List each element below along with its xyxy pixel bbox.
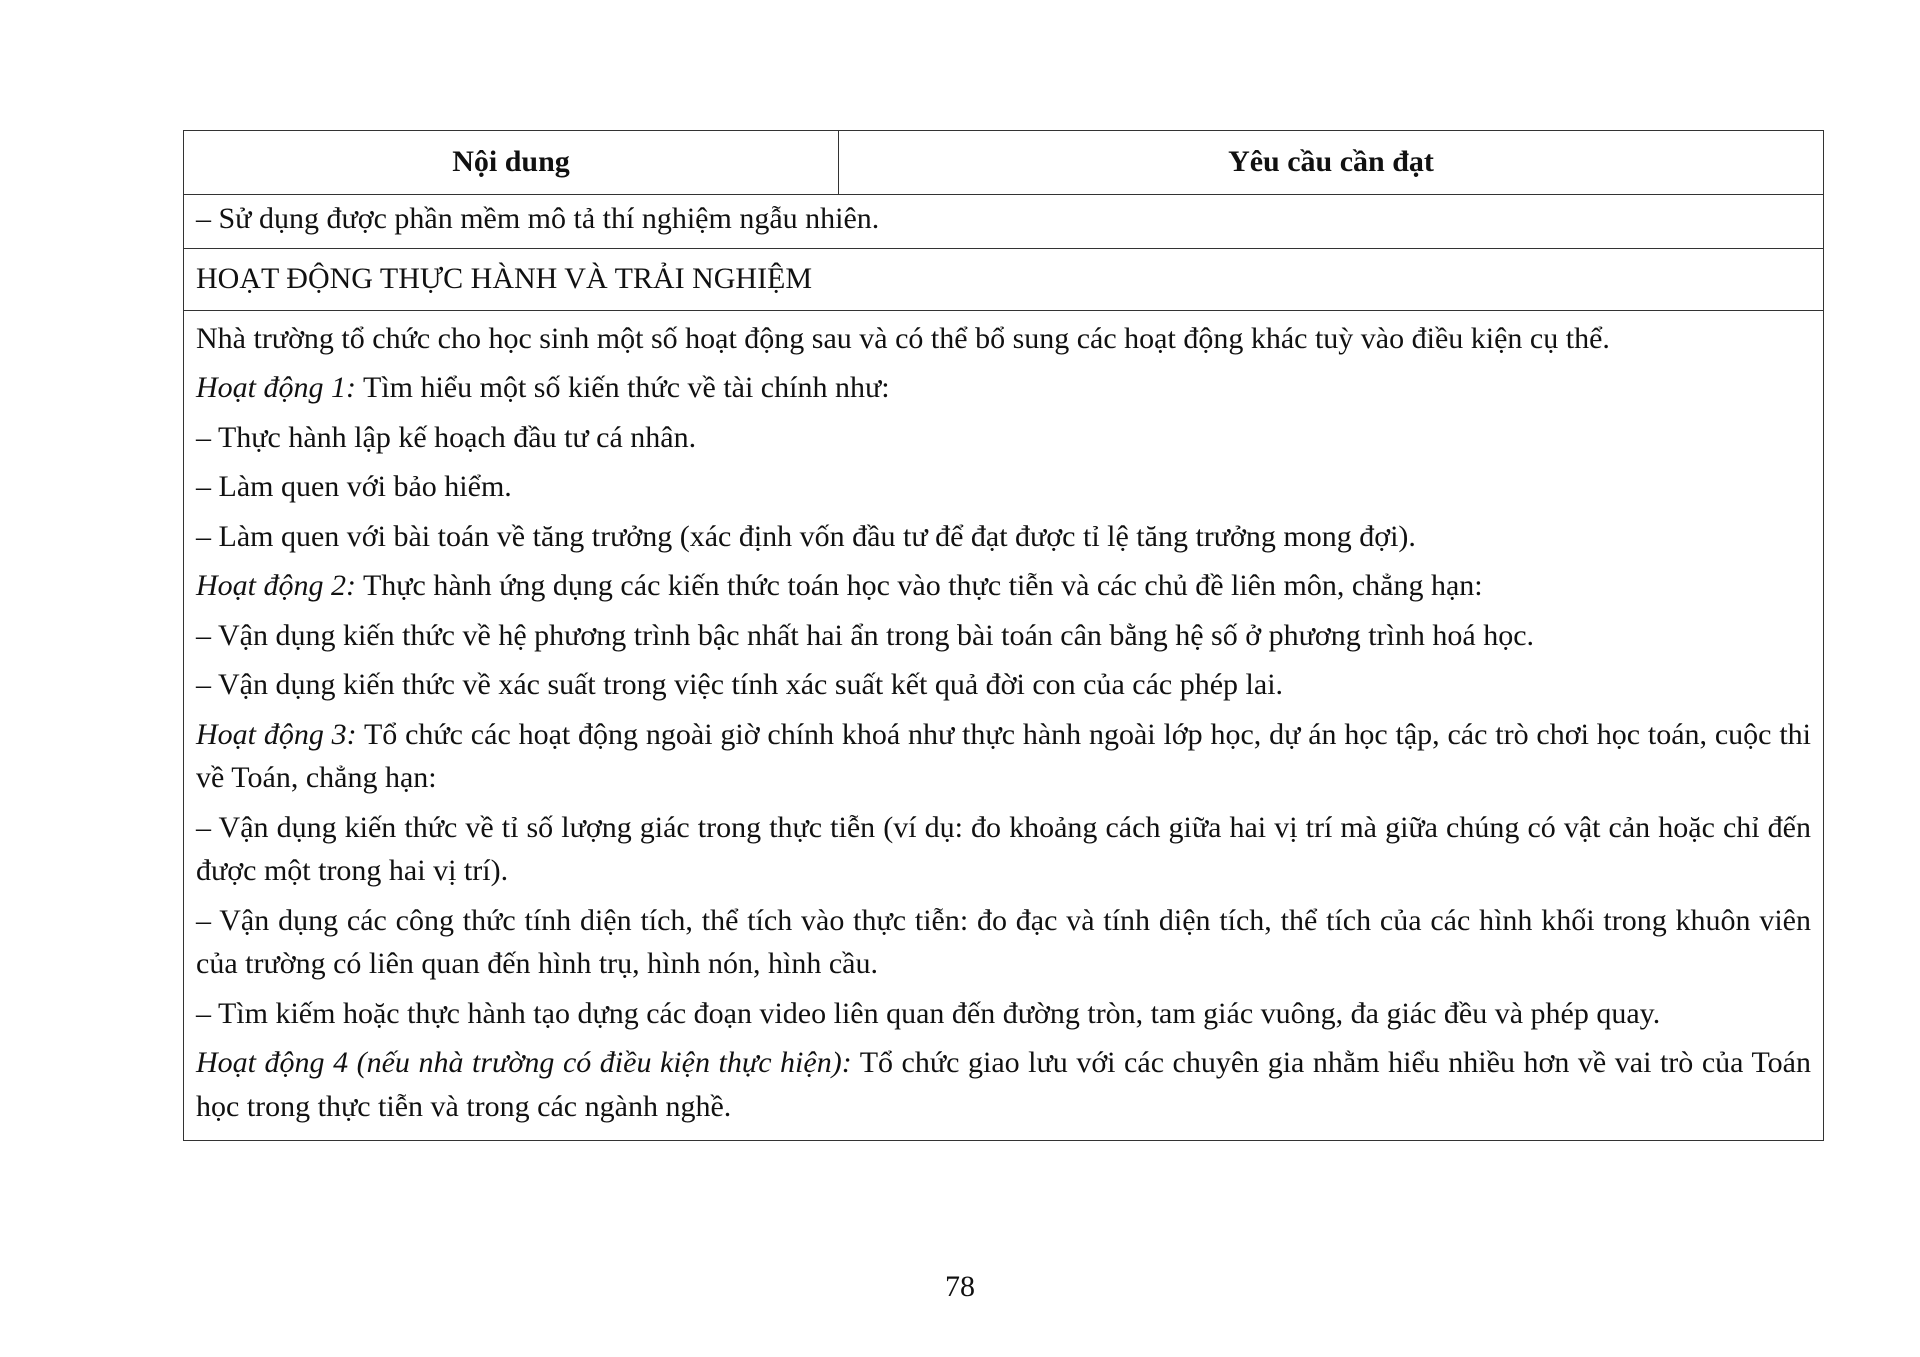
activity-label: Hoạt động 3: [196, 717, 357, 751]
paragraph [196, 663, 1811, 707]
paragraph-text: Tổ chức các hoạt động ngoài giờ chính khoá như thực hành ngoài lớp học, dự án học tập, các trò chơi học toán, cuộc thi về Toán, chẳng hạn: [196, 717, 1811, 794]
curriculum-table [183, 130, 1824, 1141]
paragraph-text: – Vận dụng các công thức tính diện tích, thể tích vào thực tiễn: đo đạc và tính diện tích, thể tích của các hình khối trong khuôn viên của trường có liên quan đến hình trụ, hình nón, hình cầu. [196, 903, 1811, 980]
continuation-row [184, 194, 1824, 249]
paragraph [196, 713, 1811, 800]
page-number: 78 [945, 1270, 975, 1303]
paragraph [196, 416, 1811, 460]
activity-label: Hoạt động 4 (nếu nhà trường có điều kiện thực hiện): [196, 1046, 852, 1079]
activities-cell [184, 310, 1824, 1141]
paragraph [196, 899, 1811, 986]
table-header-row [184, 131, 1824, 195]
paragraph-text: – Vận dụng kiến thức về hệ phương trình bậc nhất hai ẩn trong bài toán cân bằng hệ số ở phương trình hoá học. [196, 618, 1535, 652]
paragraph [196, 1041, 1811, 1128]
paragraph [196, 366, 1811, 410]
paragraph-text: Nhà trường tổ chức cho học sinh một số hoạt động sau và có thể bổ sung các hoạt động khác tuỳ vào điều kiện cụ thể. [196, 321, 1610, 355]
paragraph [196, 992, 1811, 1036]
paragraph-text: Thực hành ứng dụng các kiến thức toán học vào thực tiễn và các chủ đề liên môn, chẳng hạn: [356, 569, 1483, 602]
paragraph-text: Tìm hiểu một số kiến thức về tài chính như: [356, 371, 890, 404]
section-title-row [184, 249, 1824, 311]
paragraph-text: – Làm quen với bài toán về tăng trưởng (xác định vốn đầu tư để đạt được tỉ lệ tăng trưởng mong đợi). [196, 519, 1416, 553]
paragraph [196, 515, 1811, 559]
paragraph-text: Tổ chức giao lưu với các chuyên gia nhằm hiểu nhiều hơn về vai trò của Toán học trong thực tiễn và trong các ngành nghề. [196, 1046, 1811, 1123]
activity-label: Hoạt động 1: [196, 371, 356, 404]
paragraph-text: – Vận dụng kiến thức về tỉ số lượng giác trong thực tiễn (ví dụ: đo khoảng cách giữa hai vị trí mà giữa chúng có vật cản hoặc chỉ đến được một trong hai vị trí). [196, 810, 1811, 887]
continuation-text: – Sử dụng được phần mềm mô tả thí nghiệm ngẫu nhiên. [184, 194, 1824, 249]
paragraph [196, 564, 1811, 608]
paragraph-text: – Vận dụng kiến thức về xác suất trong việc tính xác suất kết quả đời con của các phép lai. [196, 668, 1284, 701]
section-title: HOẠT ĐỘNG THỰC HÀNH VÀ TRẢI NGHIỆM [184, 249, 1824, 311]
activities-row [184, 310, 1824, 1141]
paragraph [196, 317, 1811, 361]
paragraph [196, 465, 1811, 509]
paragraph [196, 806, 1811, 893]
paragraph-text: – Làm quen với bảo hiểm. [196, 470, 512, 503]
header-requirements: Yêu cầu cần đạt [839, 131, 1824, 195]
activity-label: Hoạt động 2: [196, 569, 356, 602]
paragraph-text: – Thực hành lập kế hoạch đầu tư cá nhân. [196, 420, 697, 454]
header-content: Nội dung [184, 131, 839, 195]
paragraph-text: – Tìm kiếm hoặc thực hành tạo dựng các đoạn video liên quan đến đường tròn, tam giác vuông, đa giác đều và phép quay. [196, 996, 1661, 1030]
paragraph [196, 614, 1811, 658]
